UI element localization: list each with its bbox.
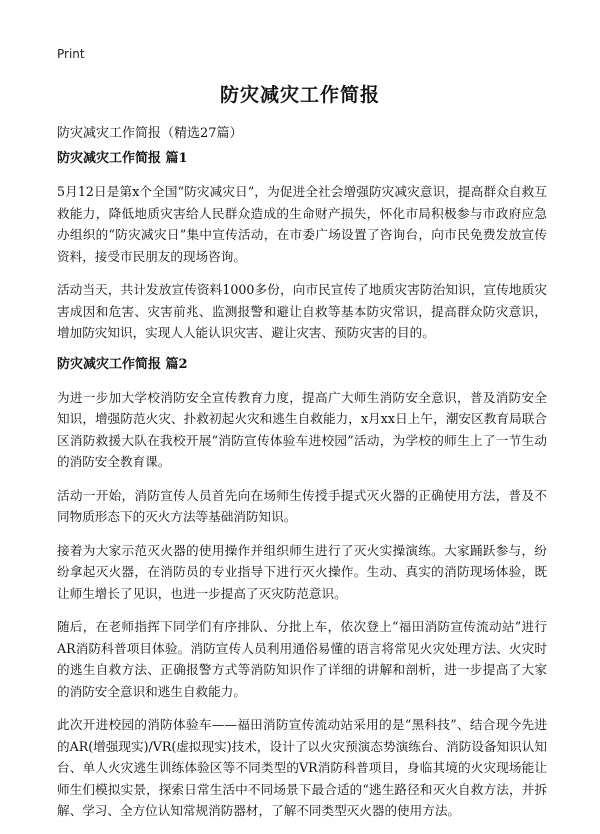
paragraph: 此次开进校园的消防体验车——福田消防宣传流动站采用的是“黑科技”、结合现今先进的AR(增强现实)/VR(虚拟现实)技术，设计了以火灾预演态势演练台、消防设备知识认知台、单人火灾逃生训练体验区等不同类型的VR消防科普项目，身临其境的火灾现场能让师生们模拟实景，探索日常生活中不同场景下最合适的“逃生路径和灭火自救方法，并拆解、学习、全方位认知常规消防器材，了解不同类型灭火器的使用方法。 bbox=[57, 717, 547, 818]
section-1 bbox=[57, 150, 547, 344]
document-subtitle: 防灾减灾工作简报（精选27篇） bbox=[57, 126, 243, 141]
paragraph: 接着为大家示范灭火器的使用操作并组织师生进行了灭火实操演练。大家踊跃参与，纷纷拿起灭火器，在消防员的专业指导下进行灭火操作。生动、真实的消防现场体验，既让师生增长了见识，也进一步提高了灭灾防范意识。 bbox=[57, 542, 547, 601]
paragraph: 5月12日是第x个全国“防灾减灾日”，为促进全社会增强防灾减灾意识，提高群众自救互救能力，降低地质灾害给人民群众造成的生命财产损失，怀化市局积极参与市政府应急办组织的“防灾减灾日”集中宣传活动，在市委广场设置了咨询台，向市民免费发放宣传资料，接受市民朋友的现场咨询。 bbox=[57, 184, 547, 264]
paragraph: 为进一步加大学校消防安全宣传教育力度，提高广大师生消防安全意识，普及消防安全知识，增强防范火灾、扑救初起火灾和逃生自救能力，x月xx日上午，潮安区教育局联合区消防救援大队在我校开展“消防宣传体验车进校园”活动，为学校的师生上了一节生动的消防安全教育课。 bbox=[57, 389, 547, 469]
document-body bbox=[57, 150, 547, 834]
paragraph: 活动一开始，消防宣传人员首先向在场师生传授手提式灭火器的正确使用方法，普及不同物质形态下的灭火方法等基础消防知识。 bbox=[57, 487, 547, 524]
document-title: 防灾减灾工作简报 bbox=[219, 84, 380, 106]
section-heading: 防灾减灾工作简报 篇1 bbox=[57, 151, 188, 166]
section-2 bbox=[57, 356, 547, 822]
paragraph: 随后，在老师指挥下同学们有序排队、分批上车，依次登上“福田消防宣传流动站”进行AR消防科普项目体验。消防宣传人员利用通俗易懂的语言将常见火灾处理方法、火灾时的逃生自救方法、正确报警方式等消防知识作了详细的讲解和剖析，进一步提高了大家的消防安全意识和逃生自救能力。 bbox=[57, 619, 547, 699]
section-heading: 防灾减灾工作简报 篇2 bbox=[57, 356, 188, 372]
paragraph: 活动当天，共计发放宣传资料1000多份，向市民宣传了地质灾害防治知识，宣传地质灾害成因和危害、灾害前兆、监测报警和避让自救等基本防灾常识，提高群众防灾意识，增加防灾知识，实现人人能认识灾害、避让灾害、预防灾害的目的。 bbox=[57, 282, 547, 340]
print-link[interactable]: Print bbox=[57, 47, 85, 61]
